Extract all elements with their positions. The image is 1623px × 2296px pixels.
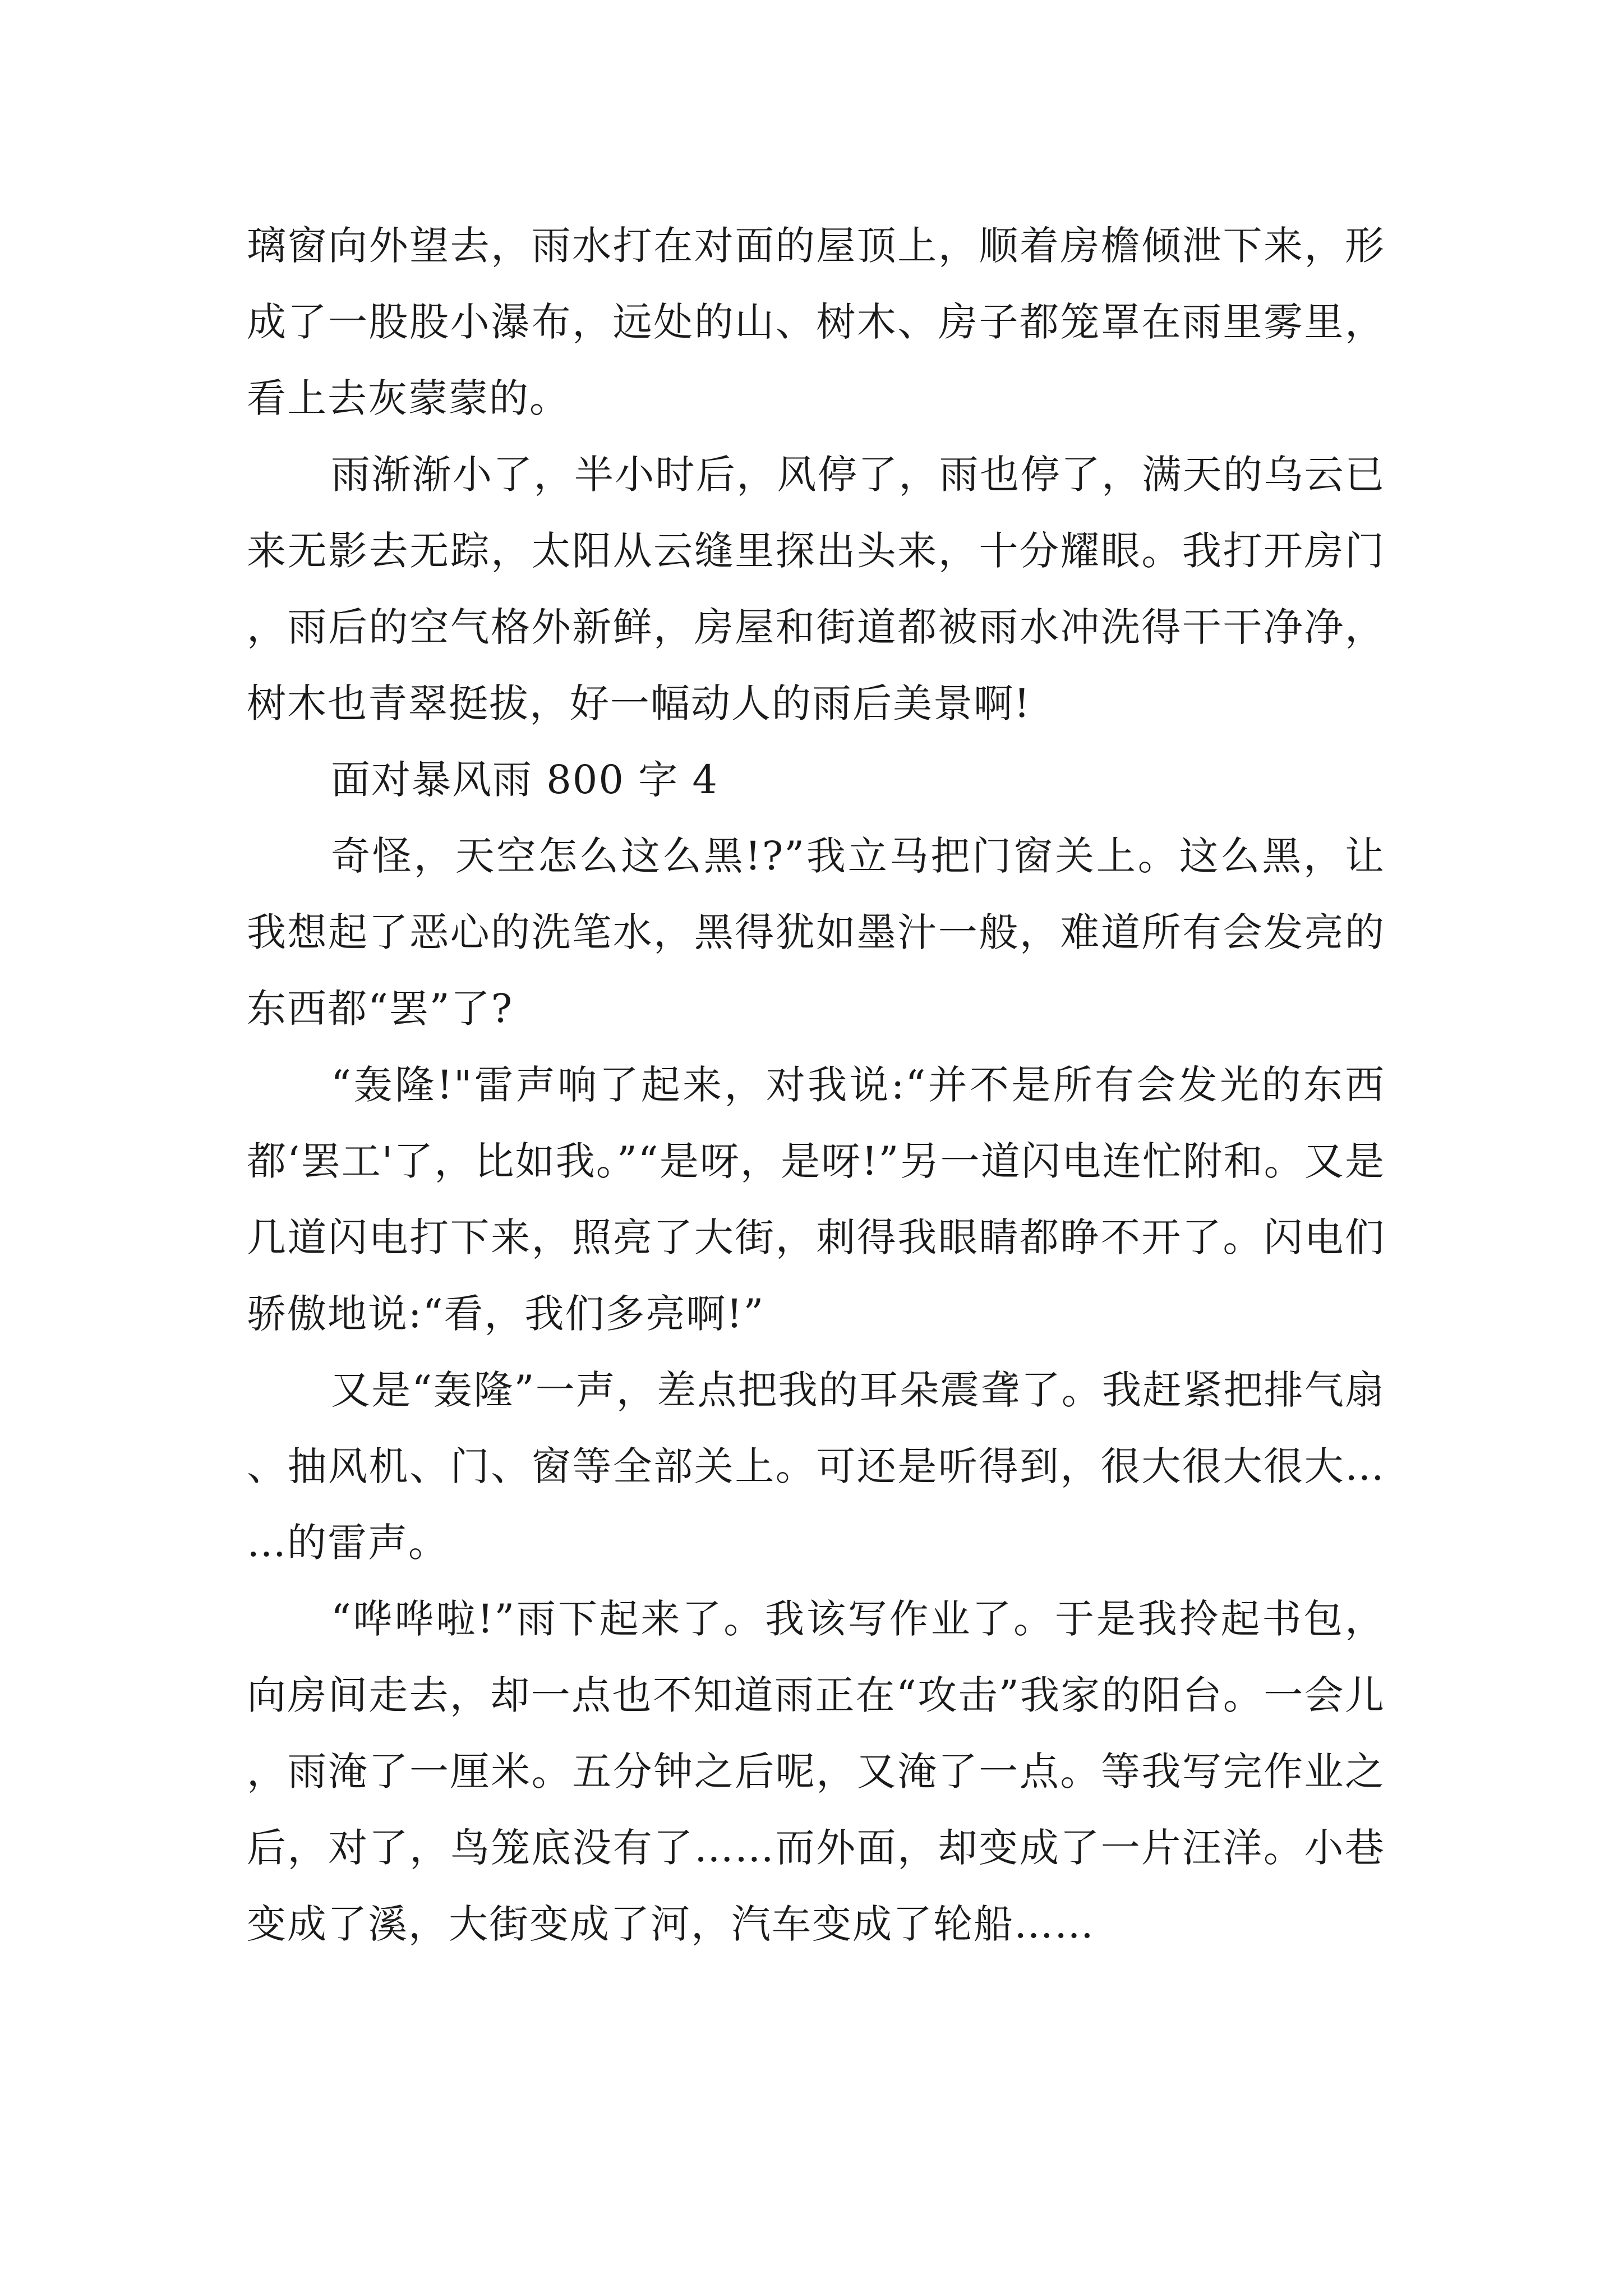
paragraph-3: 奇怪，天空怎么这么黑!?”我立马把门窗关上。这么黑，让我想起了恶心的洗笔水，黑得犹如墨汁一般，难道所有会发亮的东西都“罢”了? [247,833,1385,1032]
paragraph-2: 雨渐渐小了，半小时后，风停了，雨也停了，满天的乌云已来无影去无踪，太阳从云缝里探出头来，十分耀眼。我打开房门，雨后的空气格外新鲜，房屋和街道都被雨水冲洗得干干净净，树木也青翠挺拔，好一幅动人的雨后美景啊! [247,452,1385,726]
paragraph-4: “轰隆!"雷声响了起来，对我说:“并不是所有会发光的东西都‘罢工'了，比如我。”“是呀，是呀!”另一道闪电连忙附和。又是几道闪电打下来，照亮了大街，刺得我眼睛都睁不开了。闪电们骄傲地说:“看，我们多亮啊!” [247,1062,1385,1337]
paragraph-5: 又是“轰隆”一声，差点把我的耳朵震聋了。我赶紧把排气扇、抽风机、门、窗等全部关上。可还是听得到，很大很大很大……的雷声。 [247,1367,1385,1566]
section-heading: 面对暴风雨 800 字 4 [331,757,718,803]
paragraph-6: “哗哗啦!”雨下起来了。我该写作业了。于是我拎起书包，向房间走去，却一点也不知道雨正在“攻击”我家的阳台。一会儿，雨淹了一厘米。五分钟之后呢，又淹了一点。等我写完作业之后，对了，鸟笼底没有了……而外面，却变成了一片汪洋。小巷变成了溪，大街变成了河，汽车变成了轮船…… [247,1596,1385,1947]
paragraph-1: 璃窗向外望去，雨水打在对面的屋顶上，顺着房檐倾泄下来，形成了一股股小瀑布，远处的山、树木、房子都笼罩在雨里雾里，看上去灰蒙蒙的。 [247,223,1385,421]
body-text [247,208,1385,1962]
